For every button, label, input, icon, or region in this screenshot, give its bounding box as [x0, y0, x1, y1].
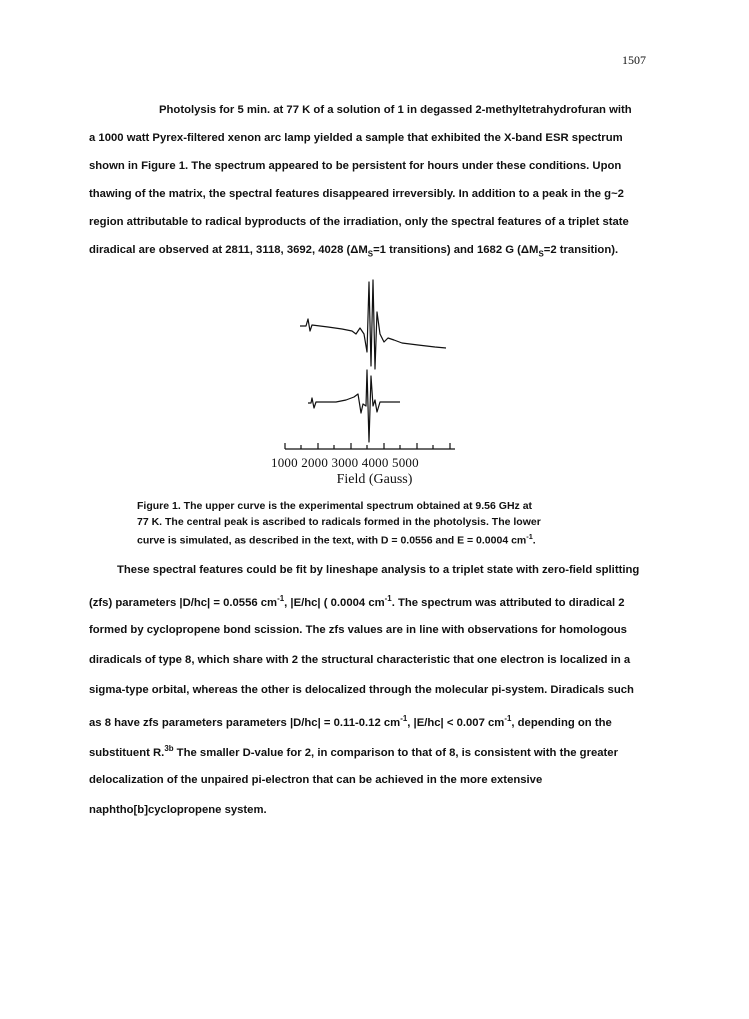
paragraph-2-line-5: sigma-type orbital, whereas the other is delocalized through the molecular pi-system. Diradicals such — [89, 684, 634, 696]
paragraph-2-line-9: naphtho[b]cyclopropene system. — [89, 804, 267, 816]
paragraph-1-line-2: a 1000 watt Pyrex-filtered xenon arc lamp yielded a sample that exhibited the X-band ESR spectrum — [89, 132, 623, 144]
paragraph-1-line-6: diradical are observed at 2811, 3118, 3692, 4028 ($\Delta M_S=1$ transitions) and 1682 G ($\Delta M_S=2$ transition). — [89, 244, 619, 259]
experimental-spectrum-trace — [300, 280, 446, 369]
page-number: 1507 — [622, 53, 646, 67]
paragraph-2-line-6: as 8 have zfs parameters parameters |D/hc| = 0.11-0.12 $cm^{-1}$, |E/hc| < 0.007 $cm^{-1}$, depending on the — [89, 714, 612, 729]
paragraph-1-line-4: thawing of the matrix, the spectral features disappeared irreversibly. In addition to a peak in the g~2 — [89, 188, 624, 200]
figure-caption-line-2: 77 K. The central peak is ascribed to radicals formed in the photolysis. The lower — [137, 516, 541, 528]
paragraph-2-line-4: diradicals of type 8, which share with 2 the structural characteristic that one electron is localized in a — [89, 654, 631, 666]
field-axis-label: Field (Gauss) — [336, 472, 413, 487]
paragraph-2-line-8: delocalization of the unpaired pi-electron that can be achieved in the more extensive — [89, 774, 543, 786]
paragraph-1-line-3: shown in Figure 1. The spectrum appeared to be persistent for hours under these conditions. Upon — [89, 160, 622, 172]
paragraph-1-line-5: region attributable to radical byproducts of the irradiation, only the spectral features of a triplet state — [89, 216, 629, 228]
field-axis-tick-labels: 1000 2000 3000 4000 5000 — [271, 455, 419, 470]
paragraph-2-line-1: These spectral features could be fit by lineshape analysis to a triplet state with zero-field splitting — [117, 564, 640, 576]
paragraph-1-line-1: Photolysis for 5 min. at 77 K of a solution of 1 in degassed 2-methyltetrahydrofuran with — [159, 104, 632, 116]
paragraph-2-line-2: (zfs) parameters |D/hc| = 0.0556 $cm^{-1}$, |E/hc| ( 0.0004 $cm^{-1}$. The spectrum was attributed to diradical 2 — [89, 594, 625, 609]
simulated-spectrum-trace — [308, 370, 400, 442]
figure-caption-label: Figure 1. — [137, 500, 181, 512]
figure-caption-line-1: Figure 1. The upper curve is the experimental spectrum obtained at 9.56 GHz at — [137, 500, 533, 512]
figure-caption-line-3: curve is simulated, as described in the text, with D = 0.0556 and E = 0.0004 $cm^{-1}$. — [137, 532, 536, 547]
paragraph-2-line-3: formed by cyclopropene bond scission. The zfs values are in line with observations for homologous — [89, 624, 627, 636]
paragraph-2-line-7: substituent R.$^{3b}$ The smaller D-value for 2, in comparison to that of 8, is consistent with the greater — [89, 744, 618, 759]
